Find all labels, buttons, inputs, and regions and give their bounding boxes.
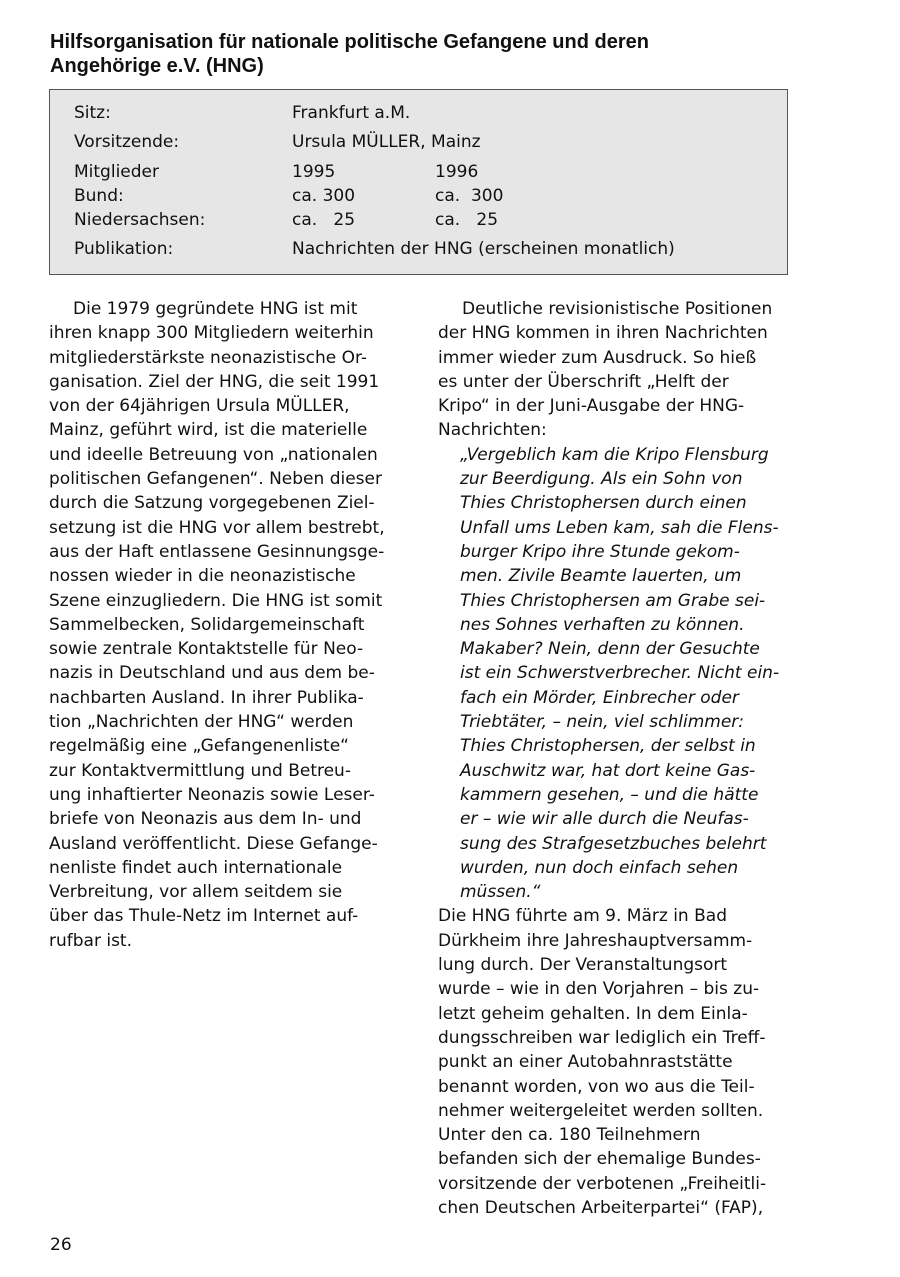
text-line: ist ein Schwerstverbrecher. Nicht ein-: [460, 663, 780, 684]
pub-label: Publikation:: [74, 239, 174, 259]
pub-value: Nachrichten der HNG (erscheinen monatlich): [292, 239, 675, 259]
text-line: benannt worden, von wo aus die Teil-: [438, 1076, 755, 1097]
text-line: Verbreitung, vor allem seitdem sie: [49, 882, 343, 903]
text-line: Unter den ca. 180 Teilnehmern: [438, 1125, 701, 1146]
text-line: tion „Nachrichten der HNG“ werden: [49, 712, 354, 733]
text-line: Auschwitz war, hat dort keine Gas-: [460, 760, 756, 781]
text-line: men. Zivile Beamte lauerten, um: [460, 566, 742, 587]
text-line: es unter der Überschrift „Helft der: [438, 371, 729, 392]
text-line: zur Kontaktvermittlung und Betreu-: [49, 760, 351, 781]
text-line: aus der Haft entlassene Gesinnungsge-: [49, 541, 385, 562]
title-line-1: Hilfsorganisation für nationale politische Gefangene und deren: [50, 31, 649, 53]
text-line: Die 1979 gegründete HNG ist mit: [73, 299, 358, 319]
text-line: Die HNG führte am 9. März in Bad: [438, 906, 727, 927]
vorsitz-label: Vorsitzende:: [74, 132, 180, 152]
text-line: durch die Satzung vorgegebenen Ziel-: [49, 493, 375, 514]
text-line: Dürkheim ihre Jahreshauptversamm-: [438, 930, 753, 951]
text-line: Makaber? Nein, denn der Gesuchte: [460, 639, 760, 660]
nds-1996: ca. 25: [435, 210, 499, 230]
text-line: nachbarten Ausland. In ihrer Publika-: [49, 687, 364, 708]
text-line: der HNG kommen in ihren Nachrichten: [438, 323, 768, 344]
text-line: ganisation. Ziel der HNG, die seit 1991: [49, 371, 380, 392]
text-line: nazis in Deutschland und aus dem be-: [49, 663, 375, 684]
right-outro: [438, 904, 800, 1220]
info-box: [49, 89, 788, 275]
text-line: sung des Strafgesetzbuches belehrt: [460, 833, 767, 854]
text-line: Thies Christophersen durch einen: [460, 493, 747, 514]
text-line: Ausland veröffentlicht. Diese Gefange-: [49, 833, 378, 854]
text-line: Triebtäter, – nein, viel schlimmer:: [460, 712, 745, 733]
text-line: von der 64jährigen Ursula MÜLLER,: [49, 396, 350, 417]
title-line-2: Angehörige e.V. (HNG): [50, 55, 264, 77]
text-line: Thies Christophersen, der selbst in: [460, 736, 756, 757]
text-line: politischen Gefangenen“. Neben dieser: [49, 469, 382, 490]
text-line: befanden sich der ehemalige Bundes-: [438, 1149, 761, 1170]
nds-1995: ca. 25: [292, 210, 356, 230]
bund-label: Bund:: [74, 186, 124, 206]
right-intro: [438, 297, 800, 443]
text-line: ung inhaftierter Neonazis sowie Leser-: [49, 784, 375, 805]
year-1996: 1996: [435, 162, 479, 182]
text-line: ihren knapp 300 Mitgliedern weiterhin: [49, 323, 374, 344]
text-line: nehmer weitergeleitet werden sollten.: [438, 1100, 764, 1121]
text-line: Deutliche revisionistische Positionen: [462, 299, 773, 319]
text-line: er – wie wir alle durch die Neufas-: [460, 809, 749, 830]
text-line: kammern gesehen, – und die hätte: [460, 784, 759, 805]
year-1995: 1995: [292, 162, 336, 182]
text-line: nenliste findet auch internationale: [49, 857, 343, 878]
text-line: Nachrichten:: [438, 420, 547, 441]
page-number: 26: [50, 1235, 72, 1255]
text-line: und ideelle Betreuung von „nationalen: [49, 444, 378, 465]
text-line: immer wieder zum Ausdruck. So hieß: [438, 347, 757, 368]
text-line: briefe von Neonazis aus dem In- und: [49, 809, 362, 830]
text-line: zur Beerdigung. Als ein Sohn von: [460, 469, 743, 490]
right-column: [438, 297, 800, 1220]
text-line: mitgliederstärkste neonazistische Or-: [49, 347, 368, 368]
text-line: Sammelbecken, Solidargemeinschaft: [49, 614, 365, 635]
text-line: Kripo“ in der Juni-Ausgabe der HNG-: [438, 396, 745, 417]
text-line: über das Thule-Netz im Internet auf-: [49, 906, 359, 927]
text-line: Mainz, geführt wird, ist die materielle: [49, 420, 368, 441]
text-line: „Vergeblich kam die Kripo Flensburg: [460, 444, 769, 465]
bund-1996: ca. 300: [435, 186, 504, 206]
text-line: müssen.“: [460, 882, 541, 903]
block-quote: [438, 443, 800, 905]
text-line: letzt geheim gehalten. In dem Einla-: [438, 1003, 748, 1024]
sitz-label: Sitz:: [74, 103, 111, 123]
nds-label: Niedersachsen:: [74, 210, 206, 230]
vorsitz-value: Ursula MÜLLER, Mainz: [292, 132, 481, 152]
text-line: Szene einzugliedern. Die HNG ist somit: [49, 590, 383, 611]
text-line: lung durch. Der Veranstaltungsort: [438, 955, 728, 976]
text-line: chen Deutschen Arbeiterpartei“ (FAP),: [438, 1197, 764, 1218]
sitz-value: Frankfurt a.M.: [292, 103, 411, 123]
text-line: nes Sohnes verhaften zu können.: [460, 614, 745, 635]
text-line: dungsschreiben war lediglich ein Treff-: [438, 1027, 766, 1048]
text-line: nossen wieder in die neonazistische: [49, 566, 356, 587]
text-line: burger Kripo ihre Stunde gekom-: [460, 541, 740, 562]
text-line: rufbar ist.: [49, 930, 132, 951]
page-title: [50, 30, 810, 78]
text-line: Unfall ums Leben kam, sah die Flens-: [460, 517, 779, 538]
text-line: setzung ist die HNG vor allem bestrebt,: [49, 517, 385, 538]
text-line: fach ein Mörder, Einbrecher oder: [460, 687, 739, 708]
text-line: Thies Christophersen am Grabe sei-: [460, 590, 766, 611]
text-line: vorsitzende der verbotenen „Freiheitli-: [438, 1173, 767, 1194]
mitglieder-label: Mitglieder: [74, 162, 159, 182]
text-line: wurden, nun doch einfach sehen: [460, 857, 739, 878]
left-column: [49, 297, 409, 953]
text-line: sowie zentrale Kontaktstelle für Neo-: [49, 639, 364, 660]
bund-1995: ca. 300: [292, 186, 356, 206]
text-line: wurde – wie in den Vorjahren – bis zu-: [438, 979, 760, 1000]
text-line: punkt an einer Autobahnraststätte: [438, 1052, 733, 1073]
text-line: regelmäßig eine „Gefangenenliste“: [49, 736, 349, 757]
